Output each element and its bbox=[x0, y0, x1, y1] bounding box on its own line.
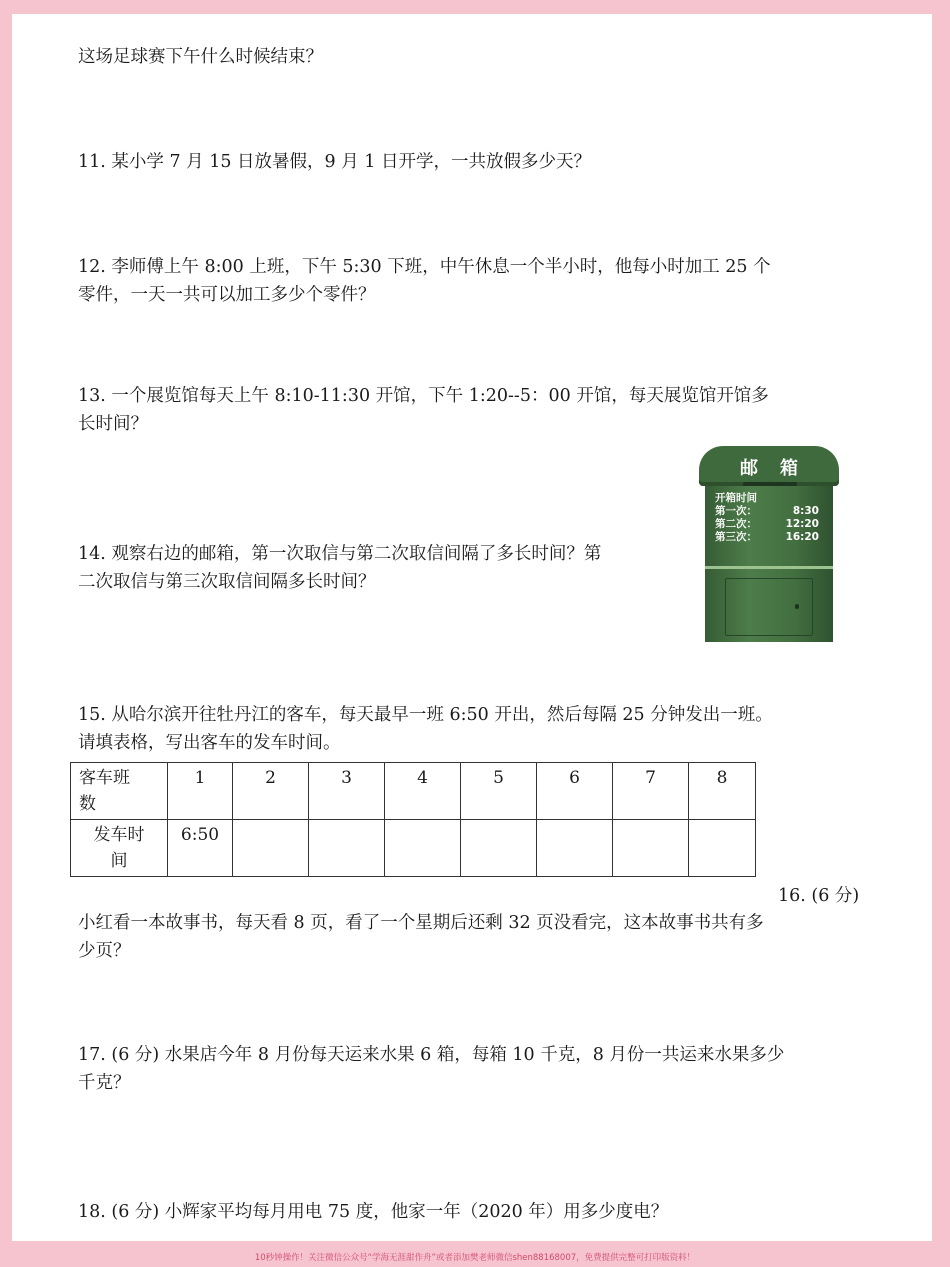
question-16 bbox=[78, 909, 764, 965]
question-text-line: 14. 观察右边的邮箱，第一次取信与第二次取信间隔了多长时间？第 bbox=[78, 544, 602, 564]
table-cell bbox=[168, 763, 233, 820]
answer-cell[interactable] bbox=[613, 820, 689, 877]
mailbox-schedule-row bbox=[715, 518, 819, 531]
cell-text: 6:50 bbox=[180, 825, 220, 845]
table-cell bbox=[461, 763, 537, 820]
question-text: 18. (6 分) 小辉家平均每月用电 75 度，他家一年（2020 年）用多少度电？ bbox=[78, 1202, 669, 1222]
mailbox-schedule bbox=[715, 492, 819, 544]
question-text-line: 长时间？ bbox=[78, 414, 148, 434]
question-11 bbox=[78, 148, 591, 176]
mailbox-knob bbox=[795, 604, 799, 609]
header-line: 间 bbox=[110, 851, 128, 871]
table-row bbox=[71, 820, 756, 877]
question-10-tail bbox=[78, 43, 323, 71]
schedule-time: 12:20 bbox=[785, 518, 819, 530]
table-cell bbox=[233, 763, 309, 820]
schedule-time: 8:30 bbox=[792, 505, 819, 517]
question-text-line: 小红看一本故事书，每天看 8 页，看了一个星期后还剩 32 页没看完，这本故事书共有多 bbox=[78, 913, 764, 933]
question-text-line: 15. 从哈尔滨开往牡丹江的客车，每天最早一班 6:50 开出，然后每隔 25 分钟发出一班。 bbox=[78, 705, 773, 725]
cell-text: 7 bbox=[645, 768, 656, 788]
mailbox-illustration bbox=[699, 446, 839, 642]
footer-note: 10秒钟操作！关注微信公众号“学海无涯甜作舟”或者添加樊老师微信shen88168007，免费提供完整可打印版资料！ bbox=[254, 1253, 696, 1263]
header-line: 客车班 bbox=[79, 768, 130, 788]
cell-text: 8 bbox=[716, 768, 728, 788]
answer-cell[interactable] bbox=[309, 820, 385, 877]
cell-text: 6 bbox=[569, 768, 580, 788]
mailbox-schedule-row bbox=[715, 505, 819, 518]
question-12 bbox=[78, 253, 771, 309]
question-17 bbox=[78, 1041, 784, 1097]
question-15 bbox=[78, 701, 773, 757]
question-16-label bbox=[778, 882, 859, 910]
cell-text: 3 bbox=[341, 768, 352, 788]
answer-cell[interactable] bbox=[537, 820, 613, 877]
question-text-line: 请填表格，写出客车的发车时间。 bbox=[78, 733, 341, 753]
question-text-line: 少页？ bbox=[78, 941, 131, 961]
table-cell bbox=[537, 763, 613, 820]
header-line: 发车时 bbox=[93, 825, 145, 845]
cell-text: 2 bbox=[265, 768, 276, 788]
question-text-line: 千克？ bbox=[78, 1073, 131, 1093]
table-cell bbox=[613, 763, 689, 820]
question-18 bbox=[78, 1198, 668, 1226]
cell-text: 5 bbox=[493, 768, 504, 788]
table-cell bbox=[309, 763, 385, 820]
schedule-label: 第二次： bbox=[715, 518, 757, 530]
bus-schedule-table bbox=[70, 762, 756, 877]
question-text-line: 12. 李师傅上午 8:00 上班，下午 5:30 下班，中午休息一个半小时，他每小时加工 25 个 bbox=[78, 257, 771, 277]
schedule-time: 16:20 bbox=[785, 531, 819, 543]
question-13 bbox=[78, 382, 769, 438]
question-label: 16. (6 分) bbox=[778, 886, 860, 906]
question-text-line: 17. (6 分) 水果店今年 8 月份每天运来水果 6 箱，每箱 10 千克，8 月份一共运来水果多少 bbox=[78, 1045, 785, 1065]
header-line: 数 bbox=[79, 794, 96, 814]
mailbox-title: 邮箱 bbox=[740, 458, 820, 479]
question-14 bbox=[78, 540, 601, 596]
question-text: 这场足球赛下午什么时候结束？ bbox=[78, 47, 323, 67]
mailbox-schedule-row bbox=[715, 531, 819, 544]
schedule-label: 第一次： bbox=[715, 505, 757, 517]
table-cell bbox=[168, 820, 233, 877]
table-cell bbox=[385, 763, 461, 820]
question-text-line: 13. 一个展览馆每天上午 8:10-11:30 开馆，下午 1:20--5：00 开馆，每天展览馆开馆多 bbox=[78, 386, 769, 406]
row-header-departure-time bbox=[71, 820, 168, 877]
answer-cell[interactable] bbox=[385, 820, 461, 877]
mailbox-schedule-heading: 开箱时间 bbox=[715, 492, 757, 504]
row-header-bus-number bbox=[71, 763, 168, 820]
answer-cell[interactable] bbox=[233, 820, 309, 877]
mailbox-band bbox=[705, 566, 833, 569]
cell-text: 1 bbox=[194, 768, 206, 788]
question-text: 11. 某小学 7 月 15 日放暑假，9 月 1 日开学，一共放假多少天？ bbox=[78, 152, 592, 172]
table-cell bbox=[689, 763, 756, 820]
mailbox-door bbox=[725, 578, 813, 636]
cell-text: 4 bbox=[417, 768, 428, 788]
answer-cell[interactable] bbox=[461, 820, 537, 877]
answer-cell[interactable] bbox=[689, 820, 756, 877]
schedule-label: 第三次： bbox=[715, 531, 757, 543]
table-row bbox=[71, 763, 756, 820]
question-text-line: 二次取信与第三次取信间隔多长时间？ bbox=[78, 572, 376, 592]
question-text-line: 零件，一天一共可以加工多少个零件？ bbox=[78, 285, 376, 305]
